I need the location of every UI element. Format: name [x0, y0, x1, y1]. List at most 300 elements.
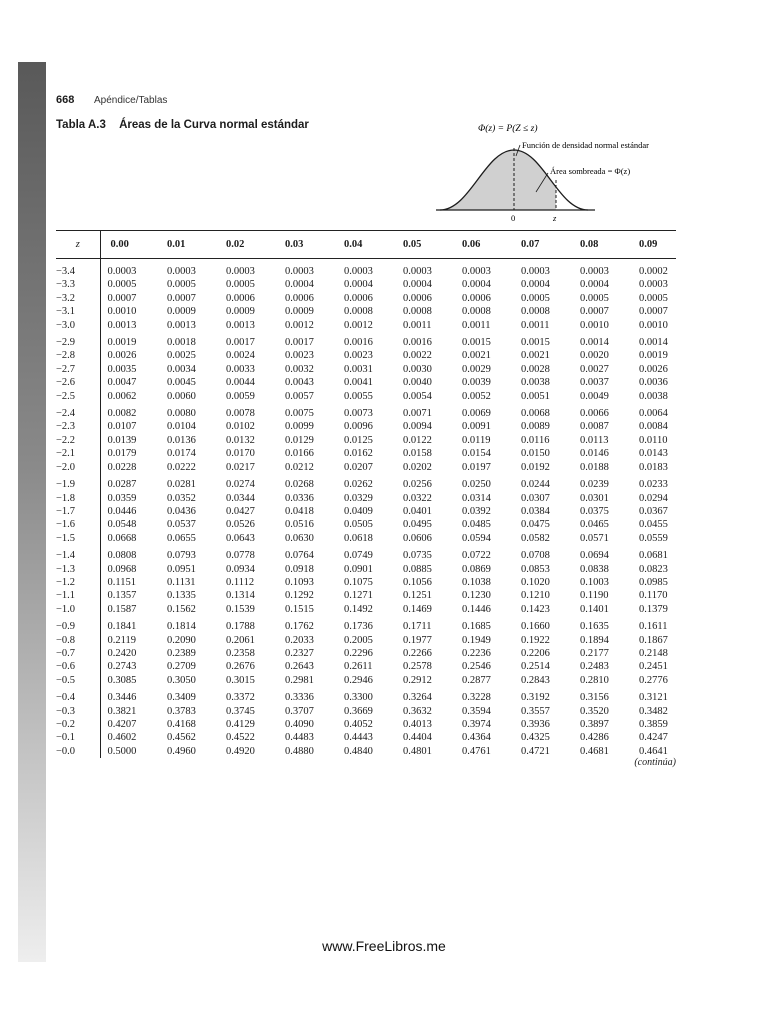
probability-cell: 0.0047 [107, 377, 137, 389]
probability-cell: 0.0004 [580, 279, 609, 291]
probability-cell: 0.0034 [167, 363, 196, 375]
probability-cell: 0.2912 [403, 674, 432, 686]
probability-cell: 0.0089 [521, 421, 550, 433]
z-value-cell: −0.2 [56, 718, 100, 731]
probability-cell: 0.0084 [639, 421, 668, 433]
probability-cell: 0.0110 [639, 434, 668, 446]
probability-cell: 0.0239 [580, 479, 609, 491]
probability-cell: 0.0735 [403, 550, 432, 562]
watermark: www.FreeLibros.me [322, 938, 446, 954]
probability-cell: 0.1515 [285, 603, 314, 615]
table-row [56, 403, 676, 420]
density-label: Función de densidad normal estándar [522, 140, 649, 150]
probability-cell: 0.1977 [403, 634, 432, 646]
header-col-9: 0.09 [639, 239, 658, 250]
probability-cell: 0.2119 [107, 634, 136, 646]
probability-cell: 0.0007 [107, 292, 137, 304]
table-body [56, 259, 676, 759]
table-row [56, 589, 676, 602]
probability-cell: 0.0005 [639, 292, 668, 304]
probability-cell: 0.0017 [285, 337, 314, 349]
probability-cell: 0.0004 [462, 279, 491, 291]
probability-cell: 0.0409 [344, 505, 373, 517]
probability-cell: 0.0793 [167, 550, 196, 562]
probability-cell: 0.1020 [521, 576, 550, 588]
probability-cell: 0.0202 [403, 461, 432, 473]
probability-cell: 0.4013 [403, 719, 432, 730]
probability-cell: 0.1814 [167, 621, 196, 633]
probability-cell: 0.2420 [107, 647, 137, 659]
probability-cell: 0.4681 [580, 745, 609, 757]
probability-cell: 0.3446 [107, 692, 137, 704]
probability-cell: 0.0475 [521, 519, 550, 531]
z-value-cell: −0.3 [56, 705, 100, 718]
probability-cell: 0.4364 [462, 732, 491, 744]
probability-cell: 0.0021 [521, 350, 550, 362]
probability-cell: 0.0059 [226, 390, 255, 402]
probability-cell: 0.0212 [285, 461, 314, 473]
probability-cell: 0.0166 [285, 448, 314, 460]
probability-cell: 0.0104 [167, 421, 196, 433]
probability-cell: 0.2206 [521, 647, 550, 659]
z-value-cell: −2.2 [56, 434, 100, 447]
probability-cell: 0.0125 [344, 434, 373, 446]
z-value-cell: −2.8 [56, 349, 100, 362]
table-row [56, 349, 676, 362]
probability-cell: 0.1271 [344, 590, 373, 602]
probability-cell: 0.2266 [403, 647, 432, 659]
probability-cell: 0.0012 [344, 319, 373, 331]
area-label: Área sombreada = Φ(z) [550, 166, 631, 176]
normal-curve-figure [430, 118, 680, 226]
z-value-cell: −3.1 [56, 305, 100, 318]
probability-cell: 0.0008 [344, 306, 373, 318]
probability-cell: 0.0367 [639, 505, 668, 517]
probability-cell: 0.0158 [403, 448, 432, 460]
z-value-cell: −1.0 [56, 603, 100, 616]
probability-cell: 0.0003 [580, 266, 609, 277]
probability-cell: 0.0985 [639, 576, 668, 588]
continued-note: (continúa) [634, 757, 676, 768]
probability-cell: 0.2946 [344, 674, 373, 686]
probability-cell: 0.3156 [580, 692, 609, 704]
probability-cell: 0.1251 [403, 590, 432, 602]
probability-cell: 0.0262 [344, 479, 373, 491]
probability-cell: 0.0122 [403, 434, 432, 446]
probability-cell: 0.3121 [639, 692, 668, 704]
probability-cell: 0.4286 [580, 732, 609, 744]
binding-strip [18, 62, 46, 962]
probability-cell: 0.1292 [285, 590, 314, 602]
table-row [56, 718, 676, 731]
probability-cell: 0.2776 [639, 674, 668, 686]
probability-cell: 0.0188 [580, 461, 609, 473]
table-row [56, 492, 676, 505]
table-row [56, 434, 676, 447]
probability-cell: 0.0526 [226, 519, 255, 531]
probability-cell: 0.1635 [580, 621, 609, 633]
probability-cell: 0.0006 [462, 292, 491, 304]
probability-cell: 0.1003 [580, 576, 609, 588]
probability-cell: 0.0044 [226, 377, 255, 389]
probability-cell: 0.0043 [285, 377, 314, 389]
probability-cell: 0.0096 [344, 421, 373, 433]
probability-cell: 0.0045 [167, 377, 196, 389]
probability-cell: 0.0015 [521, 337, 550, 349]
probability-cell: 0.0075 [285, 408, 314, 420]
probability-cell: 0.0022 [403, 350, 432, 362]
header-col-4: 0.04 [344, 239, 363, 250]
formula-label: Φ(z) = P(Z ≤ z) [478, 124, 538, 134]
probability-cell: 0.4483 [285, 732, 314, 744]
probability-cell: 0.1660 [521, 621, 550, 633]
probability-cell: 0.1711 [403, 621, 432, 633]
probability-cell: 0.0008 [403, 306, 432, 318]
probability-cell: 0.0222 [167, 461, 196, 473]
probability-cell: 0.0099 [285, 421, 314, 433]
probability-cell: 0.4562 [167, 732, 196, 744]
probability-cell: 0.3783 [167, 705, 196, 717]
probability-cell: 0.0009 [167, 306, 196, 318]
table-header-row [56, 231, 676, 259]
probability-cell: 0.0003 [462, 266, 491, 277]
probability-cell: 0.3264 [403, 692, 432, 704]
probability-cell: 0.2981 [285, 674, 314, 686]
probability-cell: 0.0571 [580, 532, 609, 544]
header-col-8: 0.08 [580, 239, 599, 250]
probability-cell: 0.1038 [462, 576, 491, 588]
probability-cell: 0.0013 [226, 319, 255, 331]
probability-cell: 0.0495 [403, 519, 432, 531]
probability-cell: 0.0055 [344, 390, 373, 402]
probability-cell: 0.0934 [226, 563, 255, 575]
probability-cell: 0.0392 [462, 505, 491, 517]
probability-cell: 0.0064 [639, 408, 668, 420]
probability-cell: 0.0170 [226, 448, 255, 460]
probability-cell: 0.0885 [403, 563, 432, 575]
z-value-cell: −0.1 [56, 731, 100, 744]
probability-cell: 0.0918 [285, 563, 314, 575]
header-col-3: 0.03 [285, 239, 304, 250]
probability-cell: 0.2810 [580, 674, 609, 686]
z-value-cell: −2.9 [56, 332, 100, 349]
z-value-cell: −1.8 [56, 492, 100, 505]
probability-cell: 0.0359 [107, 492, 137, 504]
probability-cell: 0.0011 [521, 319, 550, 331]
probability-cell: 0.0051 [521, 390, 550, 402]
probability-cell: 0.1922 [521, 634, 550, 646]
probability-cell: 0.0594 [462, 532, 491, 544]
probability-cell: 0.0009 [226, 306, 255, 318]
probability-cell: 0.1210 [521, 590, 550, 602]
probability-cell: 0.0136 [167, 434, 196, 446]
probability-cell: 0.0027 [580, 363, 609, 375]
probability-cell: 0.0008 [521, 306, 550, 318]
probability-cell: 0.1335 [167, 590, 196, 602]
table-row [56, 660, 676, 673]
header-z: z [56, 231, 100, 259]
probability-cell: 0.0287 [107, 479, 137, 491]
probability-cell: 0.0630 [285, 532, 314, 544]
probability-cell: 0.1190 [580, 590, 609, 602]
probability-cell: 0.4129 [226, 719, 255, 730]
table-row [56, 616, 676, 633]
probability-cell: 0.1314 [226, 590, 255, 602]
probability-cell: 0.0516 [285, 519, 314, 531]
probability-cell: 0.4960 [167, 745, 196, 757]
table-row [56, 563, 676, 576]
z-value-cell: −1.1 [56, 589, 100, 602]
z-value-cell: −1.2 [56, 576, 100, 589]
probability-cell: 0.0035 [107, 363, 137, 375]
probability-cell: 0.3594 [462, 705, 491, 717]
probability-cell: 0.0006 [344, 292, 373, 304]
probability-cell: 0.0039 [462, 377, 491, 389]
probability-cell: 0.0013 [107, 319, 137, 331]
z-value-cell: −0.5 [56, 674, 100, 687]
z-value-cell: −2.5 [56, 390, 100, 403]
probability-cell: 0.0023 [344, 350, 373, 362]
probability-cell: 0.0013 [167, 319, 196, 331]
probability-cell: 0.0197 [462, 461, 491, 473]
probability-cell: 0.3336 [285, 692, 314, 704]
probability-cell: 0.0005 [107, 279, 137, 291]
probability-cell: 0.0352 [167, 492, 196, 504]
probability-cell: 0.3707 [285, 705, 314, 717]
probability-cell: 0.0384 [521, 505, 550, 517]
probability-cell: 0.2236 [462, 647, 491, 659]
table-caption: Áreas de la Curva normal estándar [119, 119, 309, 131]
probability-cell: 0.0582 [521, 532, 550, 544]
table-row [56, 305, 676, 318]
probability-cell: 0.5000 [107, 745, 137, 757]
probability-cell: 0.0606 [403, 532, 432, 544]
probability-cell: 0.0132 [226, 434, 255, 446]
probability-cell: 0.0901 [344, 563, 373, 575]
probability-cell: 0.1112 [226, 576, 255, 588]
table-row [56, 505, 676, 518]
probability-cell: 0.0026 [639, 363, 668, 375]
probability-cell: 0.0838 [580, 563, 609, 575]
probability-cell: 0.0005 [580, 292, 609, 304]
header-col-1: 0.01 [167, 239, 186, 250]
probability-cell: 0.0004 [521, 279, 550, 291]
table-row [56, 332, 676, 349]
probability-cell: 0.0052 [462, 390, 491, 402]
probability-cell: 0.0003 [521, 266, 550, 277]
probability-cell: 0.1562 [167, 603, 196, 615]
probability-cell: 0.3974 [462, 719, 491, 730]
probability-cell: 0.0019 [639, 350, 668, 362]
probability-cell: 0.3745 [226, 705, 255, 717]
probability-cell: 0.0071 [403, 408, 432, 420]
probability-cell: 0.2451 [639, 661, 668, 673]
table-row [56, 390, 676, 403]
probability-cell: 0.2033 [285, 634, 314, 646]
probability-cell: 0.4325 [521, 732, 550, 744]
probability-cell: 0.0014 [639, 337, 668, 349]
z-value-cell: −2.1 [56, 447, 100, 460]
z-value-cell: −2.7 [56, 363, 100, 376]
probability-cell: 0.0068 [521, 408, 550, 420]
probability-cell: 0.2514 [521, 661, 550, 673]
probability-cell: 0.3300 [344, 692, 373, 704]
probability-cell: 0.4880 [285, 745, 314, 757]
probability-cell: 0.2296 [344, 647, 373, 659]
probability-cell: 0.0418 [285, 505, 314, 517]
probability-cell: 0.0465 [580, 519, 609, 531]
probability-cell: 0.1401 [580, 603, 609, 615]
probability-cell: 0.1949 [462, 634, 491, 646]
z-value-cell: −3.3 [56, 278, 100, 291]
table-row [56, 518, 676, 531]
table-row [56, 731, 676, 744]
probability-cell: 0.0427 [226, 505, 255, 517]
probability-cell: 0.0004 [403, 279, 432, 291]
probability-cell: 0.3821 [107, 705, 137, 717]
probability-cell: 0.3859 [639, 719, 668, 730]
probability-cell: 0.0011 [462, 319, 491, 331]
z-value-cell: −1.3 [56, 563, 100, 576]
probability-cell: 0.1841 [107, 621, 137, 633]
probability-cell: 0.0030 [403, 363, 432, 375]
probability-cell: 0.0010 [639, 319, 668, 331]
table-row [56, 420, 676, 433]
probability-cell: 0.4721 [521, 745, 550, 757]
probability-cell: 0.0038 [639, 390, 668, 402]
probability-cell: 0.0005 [226, 279, 255, 291]
table-row [56, 576, 676, 589]
probability-cell: 0.2483 [580, 661, 609, 673]
probability-cell: 0.4247 [639, 732, 668, 744]
table-title [56, 119, 309, 131]
probability-cell: 0.0094 [403, 421, 432, 433]
probability-cell: 0.4602 [107, 732, 137, 744]
table-row [56, 278, 676, 291]
probability-cell: 0.1492 [344, 603, 373, 615]
probability-cell: 0.2546 [462, 661, 491, 673]
probability-cell: 0.0217 [226, 461, 255, 473]
probability-cell: 0.0012 [285, 319, 314, 331]
z-value-cell: −3.2 [56, 292, 100, 305]
normal-table [56, 230, 676, 758]
header-col-0: 0.00 [110, 239, 129, 250]
probability-cell: 0.0143 [639, 448, 668, 460]
probability-cell: 0.0823 [639, 563, 668, 575]
probability-cell: 0.2358 [226, 647, 255, 659]
probability-cell: 0.1894 [580, 634, 609, 646]
probability-cell: 0.0082 [107, 408, 137, 420]
z-value-cell: −0.8 [56, 634, 100, 647]
probability-cell: 0.3372 [226, 692, 255, 704]
probability-cell: 0.0021 [462, 350, 491, 362]
probability-cell: 0.0016 [403, 337, 432, 349]
probability-cell: 0.1423 [521, 603, 550, 615]
probability-cell: 0.0207 [344, 461, 373, 473]
probability-cell: 0.0375 [580, 505, 609, 517]
probability-cell: 0.0041 [344, 377, 373, 389]
probability-cell: 0.0139 [107, 434, 137, 446]
probability-cell: 0.1736 [344, 621, 373, 633]
probability-cell: 0.4090 [285, 719, 314, 730]
probability-cell: 0.0003 [344, 266, 373, 277]
table-row [56, 674, 676, 687]
probability-cell: 0.0020 [580, 350, 609, 362]
z-value-cell: −3.4 [56, 259, 100, 279]
probability-cell: 0.0869 [462, 563, 491, 575]
probability-cell: 0.0008 [462, 306, 491, 318]
probability-cell: 0.1685 [462, 621, 491, 633]
probability-cell: 0.2005 [344, 634, 373, 646]
probability-cell: 0.0003 [639, 279, 668, 291]
probability-cell: 0.1357 [107, 590, 137, 602]
z-value-cell: −0.6 [56, 660, 100, 673]
probability-cell: 0.0102 [226, 421, 255, 433]
probability-cell: 0.0003 [285, 266, 314, 277]
probability-cell: 0.2177 [580, 647, 609, 659]
probability-cell: 0.0344 [226, 492, 255, 504]
probability-cell: 0.1762 [285, 621, 314, 633]
probability-cell: 0.1867 [639, 634, 668, 646]
probability-cell: 0.3897 [580, 719, 609, 730]
probability-cell: 0.0007 [167, 292, 196, 304]
probability-cell: 0.0643 [226, 532, 255, 544]
probability-cell: 0.0004 [285, 279, 314, 291]
probability-cell: 0.0016 [344, 337, 373, 349]
probability-cell: 0.3669 [344, 705, 373, 717]
probability-cell: 0.0019 [107, 337, 137, 349]
probability-cell: 0.2389 [167, 647, 196, 659]
table-row [56, 603, 676, 616]
probability-cell: 0.0078 [226, 408, 255, 420]
probability-cell: 0.2877 [462, 674, 491, 686]
z-value-cell: −0.7 [56, 647, 100, 660]
probability-cell: 0.0228 [107, 461, 137, 473]
table-row [56, 687, 676, 704]
probability-cell: 0.0455 [639, 519, 668, 531]
table-row [56, 319, 676, 332]
probability-cell: 0.0764 [285, 550, 314, 562]
z-value-cell: −2.3 [56, 420, 100, 433]
probability-cell: 0.1446 [462, 603, 491, 615]
probability-cell: 0.0025 [167, 350, 196, 362]
probability-cell: 0.3192 [521, 692, 550, 704]
table-row [56, 447, 676, 460]
probability-cell: 0.0749 [344, 550, 373, 562]
probability-cell: 0.2148 [639, 647, 668, 659]
probability-cell: 0.0007 [580, 306, 609, 318]
probability-cell: 0.0069 [462, 408, 491, 420]
z-value-cell: −0.9 [56, 616, 100, 633]
probability-cell: 0.0057 [285, 390, 314, 402]
probability-cell: 0.0146 [580, 448, 609, 460]
probability-cell: 0.0694 [580, 550, 609, 562]
probability-cell: 0.0040 [403, 377, 432, 389]
probability-cell: 0.2327 [285, 647, 314, 659]
probability-cell: 0.4801 [403, 745, 432, 757]
axis-zero-label: 0 [511, 213, 516, 223]
probability-cell: 0.0005 [521, 292, 550, 304]
probability-cell: 0.0031 [344, 363, 373, 375]
page-number: 668 [56, 94, 75, 106]
probability-cell: 0.1056 [403, 576, 432, 588]
probability-cell: 0.0336 [285, 492, 314, 504]
probability-cell: 0.3015 [226, 674, 255, 686]
probability-cell: 0.0006 [226, 292, 255, 304]
probability-cell: 0.0023 [285, 350, 314, 362]
probability-cell: 0.1587 [107, 603, 137, 615]
probability-cell: 0.0853 [521, 563, 550, 575]
